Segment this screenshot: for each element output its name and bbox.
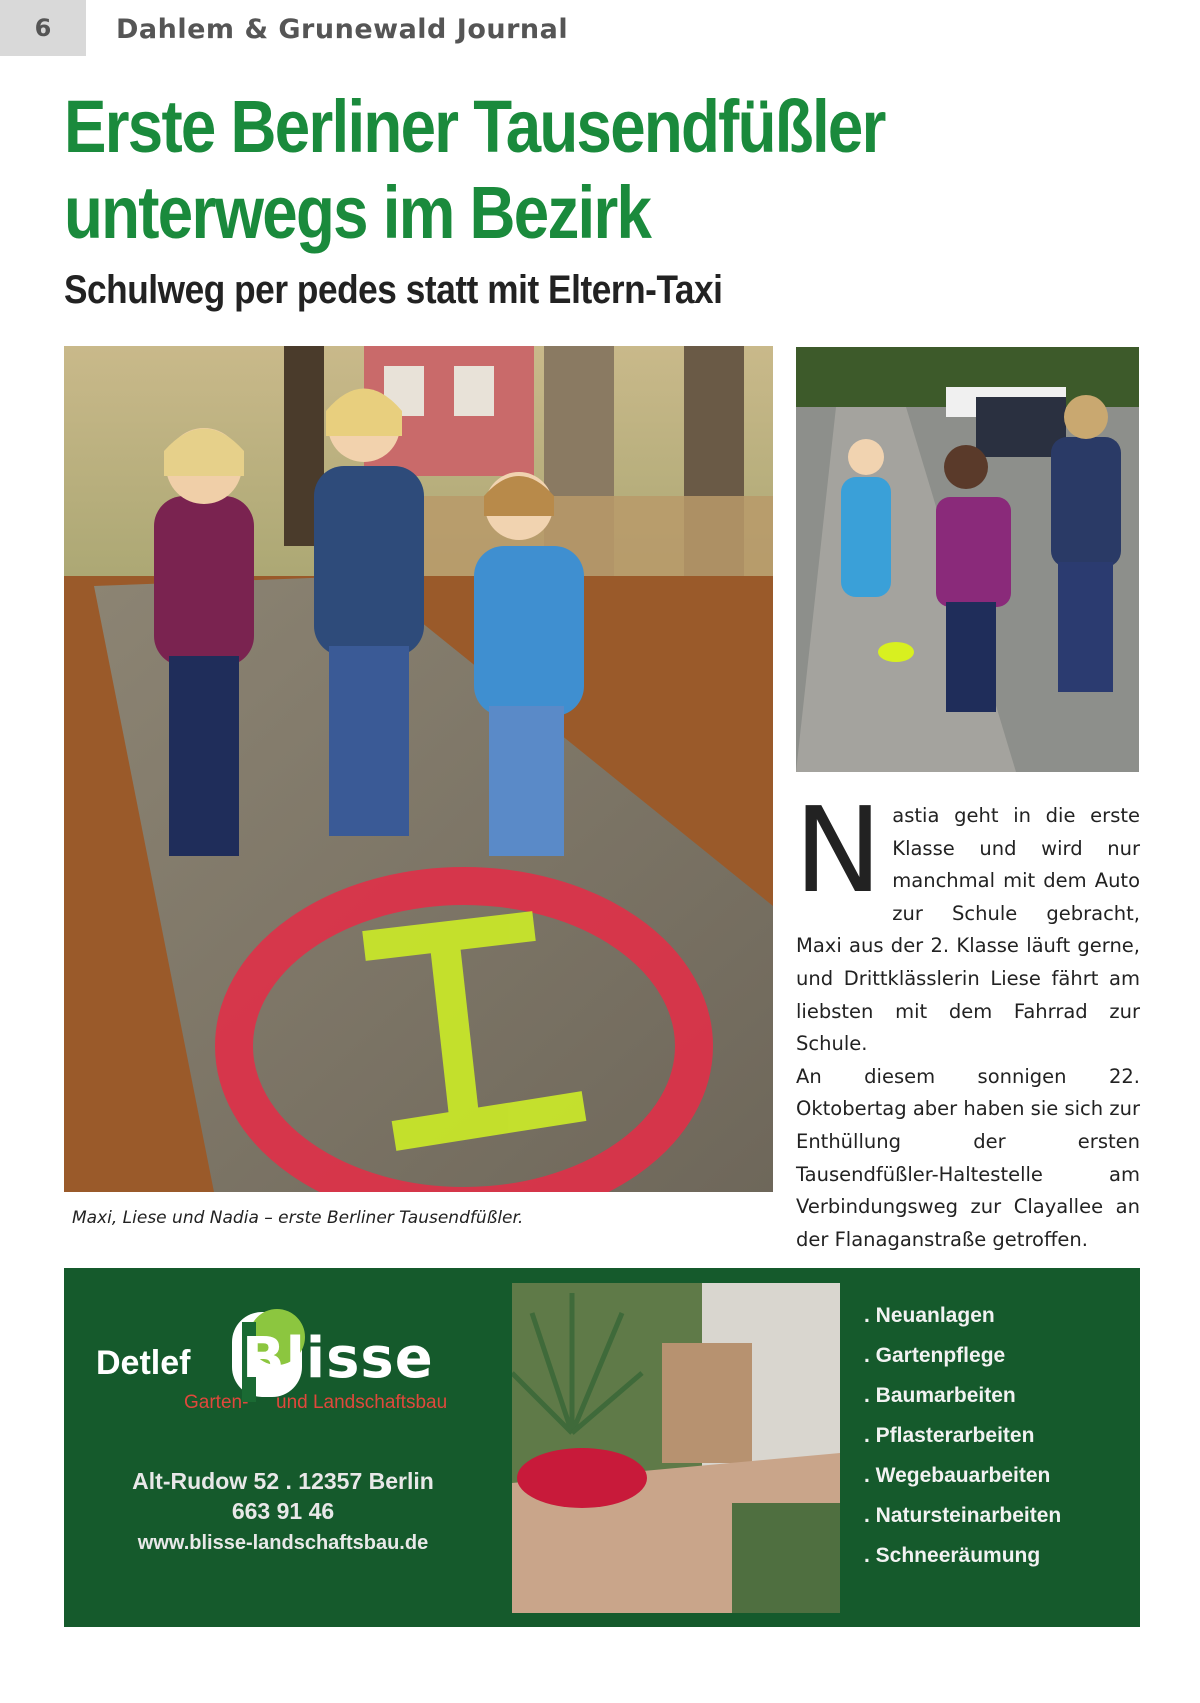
article-paragraph-1: astia geht in die erste Klasse und wird nur manchmal mit dem Auto zur Schule gebracht, Maxi aus der 2. Klasse läuft gerne, und Drittklässlerin Liese fährt am liebsten mit dem Fahrrad zur Schule. [796,804,1140,1056]
article-paragraph-2: An diesem sonnigen 22. Oktobertag aber haben sie sich zur Enthüllung der ersten Tausendfüßler-Haltestelle am Verbindungsweg zur Clayallee an der Flanaganstraße getroffen. [796,1064,1140,1251]
service-item: . Natursteinarbeiten [864,1504,1061,1544]
service-item: . Gartenpflege [864,1344,1061,1384]
advertisement [64,1268,1140,1627]
company-logo [92,1302,472,1422]
article-body [794,781,1140,1256]
page-number: 6 [0,0,86,56]
main-photo [64,346,773,1192]
subheadline: Schulweg per pedes statt mit Eltern-Taxi [64,268,723,312]
service-item: . Schneeräumung [864,1544,1061,1584]
photo-caption: Maxi, Liese und Nadia – erste Berliner Tausendfüßler. [72,1208,524,1228]
logo-subtitle-2: und Landschaftsbau [276,1392,448,1413]
ad-address: Alt-Rudow 52 . 12357 Berlin [132,1468,434,1494]
service-item: . Pflasterarbeiten [864,1424,1061,1464]
service-item: . Wegebauarbeiten [864,1464,1061,1504]
drop-cap: N [794,781,883,919]
headline-line-1: Erste Berliner Tausendfüßler [64,85,885,168]
main-photo-illustration [64,346,773,1192]
services-list [864,1304,1061,1584]
service-item: . Baumarbeiten [864,1384,1061,1424]
ad-website: www.blisse-landschaftsbau.de [137,1532,429,1554]
garden-illustration [512,1283,840,1613]
ad-phone: 663 91 46 [231,1498,335,1524]
side-photo [796,347,1139,772]
headline [64,84,993,256]
logo-subtitle-1: Garten- [184,1392,249,1413]
logo-first-name: Detlef [96,1344,191,1382]
logo-brand-name: Blisse [242,1326,434,1391]
journal-name: Dahlem & Grunewald Journal [116,14,569,45]
garden-photo [512,1283,840,1613]
contact-block [84,1466,482,1560]
side-photo-illustration [796,347,1139,772]
service-item: . Neuanlagen [864,1304,1061,1344]
headline-line-2: unterwegs im Bezirk [64,171,651,254]
